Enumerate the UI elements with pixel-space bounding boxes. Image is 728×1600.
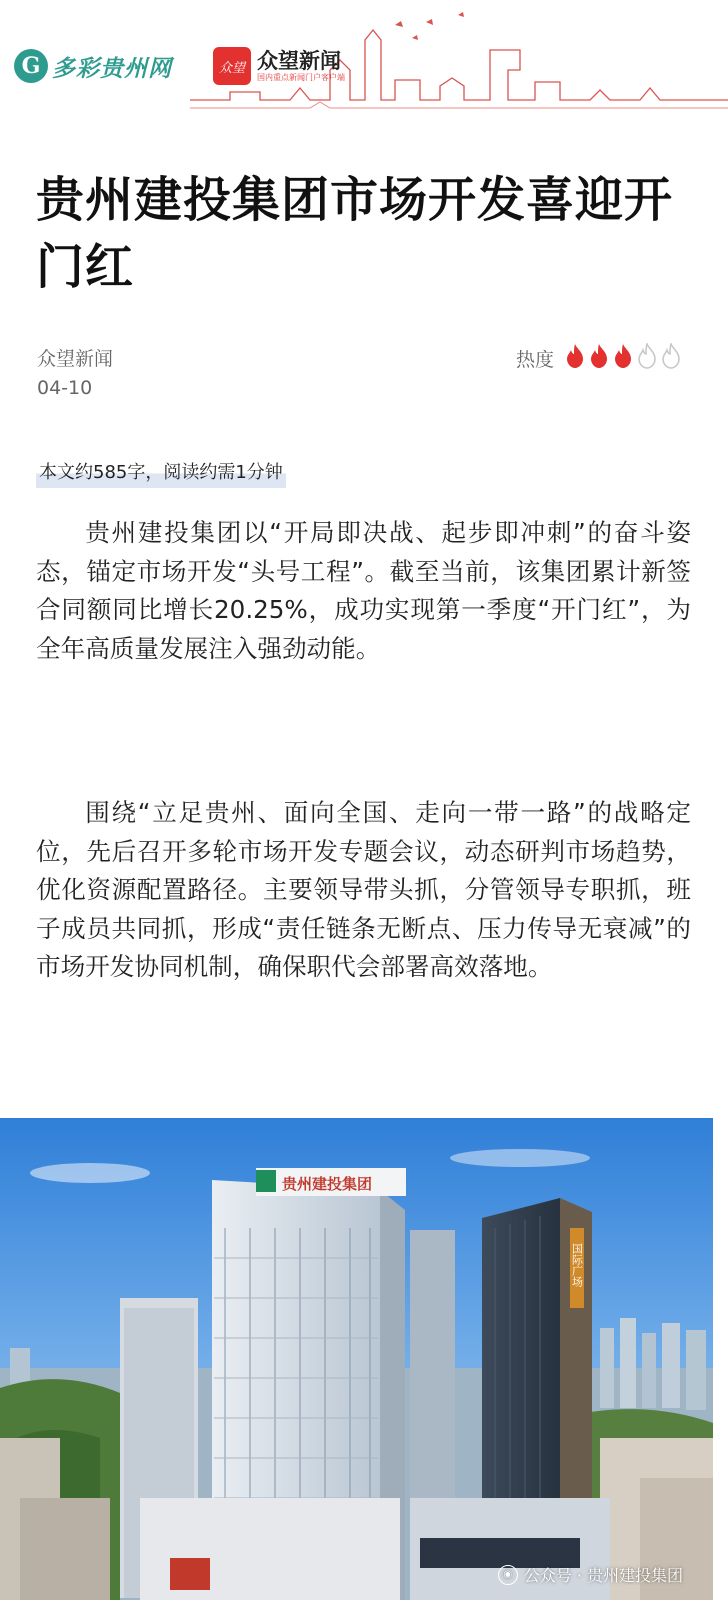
tower-sign-text: 国际广场	[570, 1243, 584, 1287]
flame-icon-active	[564, 343, 586, 369]
logo-textwrap	[257, 49, 345, 83]
article-source[interactable]: 众望新闻	[37, 348, 114, 370]
logo-mark-icon: G	[14, 49, 48, 83]
article-paragraph: 围绕“立足贵州、面向全国、走向一带一路”的战略定位，先后召开多轮市场开发专题会议，动态研判市场趋势，优化资源配置路径。主要领导带头抓，分管领导专职抓，班子成员共同抓，形成“责任链条无断点、压力传导无衰减”的市场开发协同机制，确保职代会部署高效落地。	[36, 798, 691, 981]
article-photo[interactable]	[0, 1118, 713, 1600]
watermark	[498, 1563, 683, 1586]
article-paragraph: 贵州建投集团以“开局即决战、起步即冲刺”的奋斗姿态，锚定市场开发“头号工程”。截至当前，该集团累计新签合同额同比增长20.25%，成功实现第一季度“开门红”，为全年高质量发展注入强劲动能。	[36, 518, 691, 663]
building-photo-image	[0, 1118, 713, 1600]
heat-rating	[516, 343, 682, 373]
logo-text: 众望新闻	[257, 48, 341, 73]
heat-label: 热度	[515, 348, 554, 371]
logo-subtitle: 国内重点新闻门户客户端	[257, 73, 345, 82]
flame-icon-active	[588, 343, 610, 369]
building-sign-text: 贵州建投集团	[282, 1175, 373, 1193]
logo-text: 多彩贵州网	[52, 54, 172, 82]
zhongwang-news-logo[interactable]	[213, 46, 345, 86]
flame-icon-inactive	[636, 343, 658, 369]
watermark-text: 公众号 · 贵州建投集团	[523, 1566, 683, 1585]
duocai-guizhou-logo[interactable]	[14, 48, 172, 84]
flame-icons	[562, 343, 682, 373]
header-banner	[0, 0, 728, 140]
flame-icon-active	[612, 343, 634, 369]
logo-mark-icon: 众望	[213, 47, 251, 85]
wechat-icon: ◉	[498, 1565, 518, 1585]
article-date: 04-10	[37, 377, 93, 399]
article-title: 贵州建投集团市场开发喜迎开门红	[36, 172, 674, 295]
reading-info: 本文约585字，阅读约需1分钟	[36, 456, 286, 488]
flame-icon-inactive	[660, 343, 682, 369]
